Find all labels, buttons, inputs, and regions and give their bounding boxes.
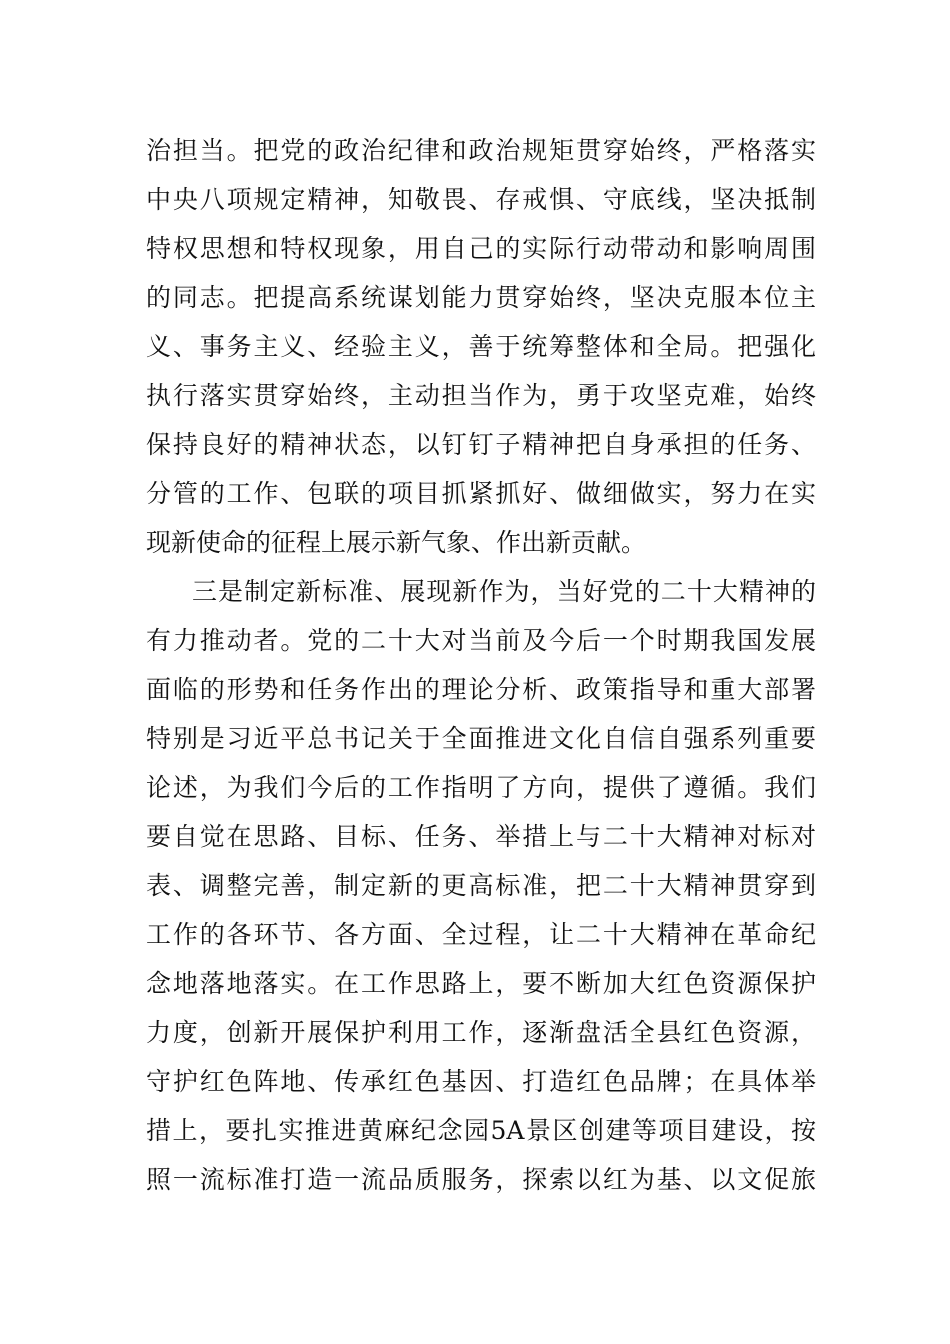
text-line: 的同志。把提高系统谋划能力贯穿始终，坚决克服本位主 [146, 283, 816, 312]
text-line: 力度，创新开展保护利用工作，逐渐盘活全县红色资源， [146, 1018, 816, 1047]
text-line: 面临的形势和任务作出的理论分析、政策指导和重大部署 [146, 675, 816, 704]
text-line: 工作的各环节、各方面、全过程，让二十大精神在革命纪 [146, 920, 816, 949]
text-line: 有力推动者。党的二十大对当前及今后一个时期我国发展 [146, 626, 816, 655]
text-line: 执行落实贯穿始终，主动担当作为，勇于攻坚克难，始终 [146, 381, 816, 410]
text-line: 治担当。把党的政治纪律和政治规矩贯穿始终，严格落实 [146, 136, 816, 165]
paragraph-2 [146, 567, 816, 1204]
text-line: 表、调整完善，制定新的更高标准，把二十大精神贯穿到 [146, 871, 816, 900]
text-line: 保持良好的精神状态，以钉钉子精神把自身承担的任务、 [146, 430, 816, 459]
text-line: 守护红色阵地、传承红色基因、打造红色品牌；在具体举 [146, 1067, 816, 1096]
text-line: 特权思想和特权现象，用自己的实际行动带动和影响周围 [146, 234, 816, 263]
text-line: 念地落地落实。在工作思路上，要不断加大红色资源保护 [146, 969, 816, 998]
paragraph-1 [146, 126, 816, 567]
text-line: 要自觉在思路、目标、任务、举措上与二十大精神对标对 [146, 822, 816, 851]
text-line: 特别是习近平总书记关于全面推进文化自信自强系列重要 [146, 724, 816, 753]
text-line: 措上，要扎实推进黄麻纪念园5A景区创建等项目建设，按 [146, 1116, 816, 1145]
text-line: 中央八项规定精神，知敬畏、存戒惧、守底线，坚决抵制 [146, 185, 816, 214]
text-line: 论述，为我们今后的工作指明了方向，提供了遵循。我们 [146, 773, 816, 802]
text-line: 三是制定新标准、展现新作为，当好党的二十大精神的 [192, 577, 816, 606]
text-line: 义、事务主义、经验主义，善于统筹整体和全局。把强化 [146, 332, 816, 361]
text-line: 现新使命的征程上展示新气象、作出新贡献。 [146, 528, 647, 557]
text-line: 分管的工作、包联的项目抓紧抓好、做细做实，努力在实 [146, 479, 816, 508]
text-line: 照一流标准打造一流品质服务，探索以红为基、以文促旅 [146, 1165, 816, 1194]
body-text [146, 126, 816, 1204]
